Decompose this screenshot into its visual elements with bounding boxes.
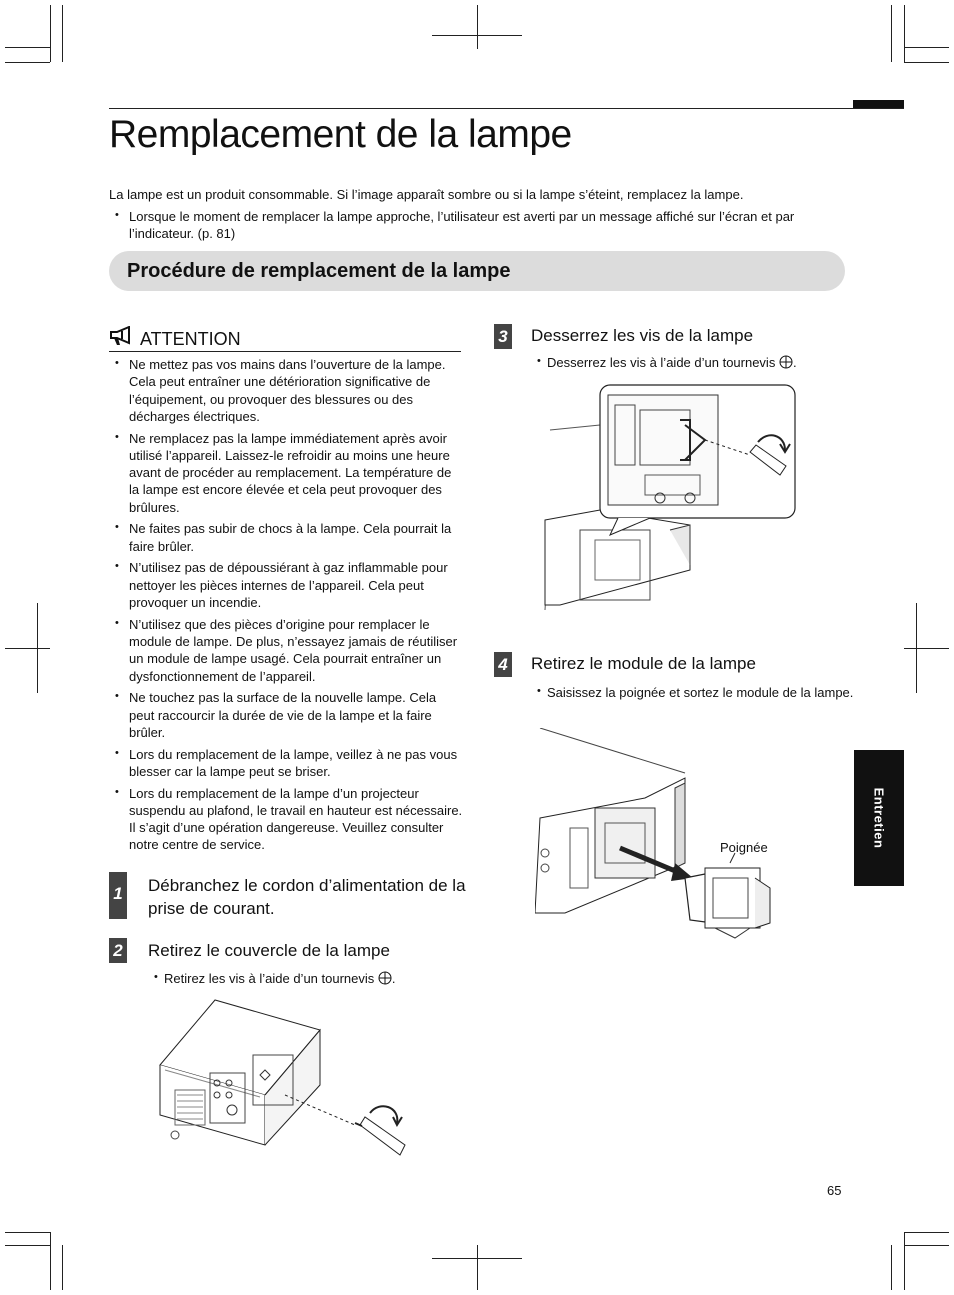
section-heading: Procédure de remplacement de la lampe <box>127 260 511 282</box>
step-1-title: Débranchez le cordon d’alimentation de la prise de courant. <box>148 876 466 918</box>
phillips-screw-icon <box>378 971 392 985</box>
header-tab-marker <box>853 100 904 108</box>
step-2-illustration <box>155 995 425 1165</box>
list-item: • Lors du remplacement de la lampe d’un projecteur suspendu au plafond, le travail en hauteur est nécessaire. Il s’agit d’une opération dangereuse. Veuillez consulter notre centre de service. <box>109 785 464 854</box>
list-item: • Ne remplacez pas la lampe immédiatement après avoir utilisé l’appareil. Laissez-le refroidir au moins une heure avant de procéder au remplacement. La température de la lampe est encore élevée et cela peut provoquer des brûlures. <box>109 430 464 516</box>
section-banner <box>109 251 845 291</box>
step-3-title: Desserrez les vis de la lampe <box>531 326 754 345</box>
list-item: • Ne mettez pas vos mains dans l’ouverture de la lampe. Cela peut entraîner une détérioration significative de l’équipement, ou provoquer des blessures ou des décharges électriques. <box>109 356 464 425</box>
step-2-note-text: Retirez les vis à l’aide d’un tournevis <box>164 971 375 986</box>
step-3-number: 3 <box>494 324 512 349</box>
list-item: • Ne touchez pas la surface de la nouvelle lampe. Cela peut raccourcir la durée de vie de la lampe et la faire brûler. <box>109 689 464 741</box>
step-3-note-text: Desserrez les vis à l’aide d’un tournevis <box>547 355 776 370</box>
attention-list <box>109 356 464 858</box>
side-tab-label: Entretien <box>871 787 887 849</box>
step-2-note: • Retirez les vis à l’aide d’un tournevis . <box>148 970 468 987</box>
intro-paragraph: La lampe est un produit consommable. Si l’image apparaît sombre ou si la lampe s’éteint, remplacez la lampe. <box>109 187 744 202</box>
list-item: • Lors du remplacement de la lampe, veillez à ne pas vous blesser car la lampe peut se briser. <box>109 746 464 781</box>
section-side-tab <box>854 750 904 886</box>
step-2-title: Retirez le couvercle de la lampe <box>148 941 390 960</box>
megaphone-icon <box>109 326 135 346</box>
step-4-note: • Saisissez la poignée et sortez le module de la lampe. <box>531 684 857 701</box>
attention-header <box>109 324 461 352</box>
step-4-number: 4 <box>494 652 512 677</box>
step-3-note: • Desserrez les vis à l’aide d’un tournevis . <box>531 354 851 371</box>
list-item: • N’utilisez pas de dépoussiérant à gaz inflammable pour nettoyer les pièces internes de l’appareil. Cela peut provoquer un incendie. <box>109 559 464 611</box>
step-1-number: 1 <box>109 872 127 919</box>
intro-bullet: • Lorsque le moment de remplacer la lampe approche, l’utilisateur est averti par un message affiché sur l’écran et par l’indicateur. (p. 81) <box>109 208 849 242</box>
intro-text <box>109 186 849 242</box>
list-item: • Ne faites pas subir de chocs à la lampe. Cela pourrait la faire brûler. <box>109 520 464 555</box>
page-number: 65 <box>827 1183 842 1198</box>
step-3-illustration <box>540 380 800 610</box>
step-2-number: 2 <box>109 938 127 963</box>
page-title: Remplacement de la lampe <box>109 113 572 156</box>
phillips-screw-icon <box>779 355 793 369</box>
list-item: • N’utilisez que des pièces d’origine pour remplacer le module de lampe. De plus, n’essayez jamais de réutiliser un module de lampe usagé. Cela pourrait entraîner un dysfonctionnement de l’appareil. <box>109 616 464 685</box>
step-4-title: Retirez le module de la lampe <box>531 654 756 673</box>
attention-label: ATTENTION <box>140 329 241 349</box>
title-rule <box>109 108 904 109</box>
step-4-illustration <box>535 728 785 943</box>
handle-callout: Poignée <box>720 840 768 855</box>
